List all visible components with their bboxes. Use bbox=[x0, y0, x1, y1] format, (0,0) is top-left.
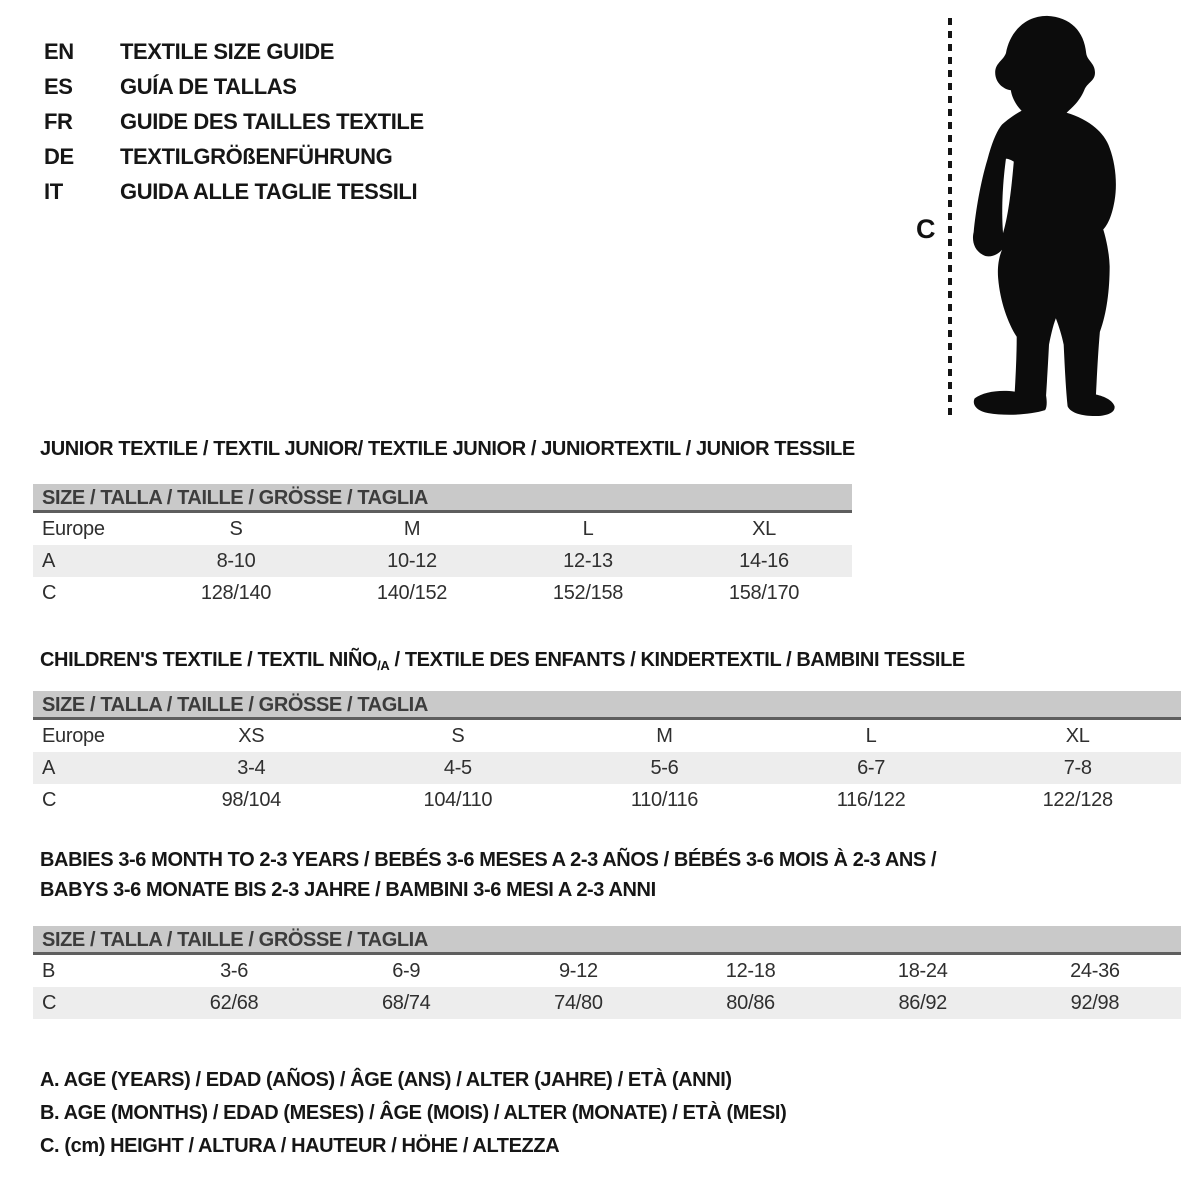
guide-title-fr: GUIDE DES TAILLES TEXTILE bbox=[120, 109, 424, 134]
children-size-table bbox=[33, 691, 1181, 816]
row-label: C bbox=[42, 991, 57, 1014]
babies-title-line1: BABIES 3-6 MONTH TO 2-3 YEARS / BEBÉS 3-6 MESES A 2-3 AÑOS / BÉBÉS 3-6 MOIS À 2-3 ANS / bbox=[40, 849, 937, 871]
children-title-post: / TEXTILE DES ENFANTS / KINDERTEXTIL / BAMBINI TESSILE bbox=[389, 649, 965, 671]
height-cell: 104/110 bbox=[423, 788, 493, 811]
junior-size-table bbox=[33, 484, 852, 609]
guide-title-de: TEXTILGRÖßENFÜHRUNG bbox=[120, 144, 393, 169]
size-cell: S bbox=[451, 724, 465, 747]
language-row-fr bbox=[44, 104, 424, 139]
height-cell: 110/116 bbox=[630, 788, 699, 811]
age-cell: 18-24 bbox=[897, 959, 948, 982]
babies-title-line2: BABYS 3-6 MONATE BIS 2-3 JAHRE / BAMBINI 3-6 MESI A 2-3 ANNI bbox=[40, 879, 656, 901]
baby-silhouette-icon bbox=[958, 12, 1140, 418]
age-cell: 3-6 bbox=[220, 959, 249, 982]
size-table-header: SIZE / TALLA / TAILLE / GRÖSSE / TAGLIA bbox=[33, 926, 1181, 955]
guide-title-es: GUÍA DE TALLAS bbox=[120, 74, 297, 99]
age-cell: 5-6 bbox=[650, 756, 679, 779]
babies-section-title bbox=[40, 845, 936, 905]
age-cell: 24-36 bbox=[1070, 959, 1120, 982]
height-cell: 80/86 bbox=[726, 991, 775, 1014]
height-cell: 86/92 bbox=[898, 991, 948, 1014]
height-cell: 128/140 bbox=[200, 581, 272, 604]
language-title-block bbox=[44, 34, 424, 209]
language-code: ES bbox=[44, 74, 73, 99]
height-cell: 152/158 bbox=[552, 581, 624, 604]
size-cell: S bbox=[229, 517, 243, 540]
table-row-height-cm bbox=[33, 577, 852, 609]
table-row-age-months bbox=[33, 955, 1181, 987]
row-label: A bbox=[42, 756, 56, 779]
language-code: DE bbox=[44, 144, 74, 169]
measure-legend bbox=[40, 1064, 786, 1163]
age-cell: 6-9 bbox=[392, 959, 421, 982]
table-row-height-cm bbox=[33, 784, 1181, 816]
size-cell: L bbox=[582, 517, 594, 540]
table-row-europe bbox=[33, 513, 852, 545]
height-cell: 158/170 bbox=[728, 581, 800, 604]
size-table-header: SIZE / TALLA / TAILLE / GRÖSSE / TAGLIA bbox=[33, 484, 852, 513]
height-cell: 98/104 bbox=[221, 788, 281, 811]
table-row-age-years bbox=[33, 545, 852, 577]
legend-age-months: B. AGE (MONTHS) / EDAD (MESES) / ÂGE (MOIS) / ALTER (MONATE) / ETÀ (MESI) bbox=[40, 1102, 787, 1124]
size-cell: XL bbox=[1065, 724, 1090, 747]
size-cell: XS bbox=[238, 724, 265, 747]
height-cell: 62/68 bbox=[209, 991, 259, 1014]
age-cell: 14-16 bbox=[739, 549, 789, 572]
language-code: IT bbox=[44, 179, 63, 204]
guide-title-en: TEXTILE SIZE GUIDE bbox=[120, 39, 335, 64]
language-row-de bbox=[44, 139, 424, 174]
age-cell: 10-12 bbox=[387, 549, 437, 572]
age-cell: 9-12 bbox=[558, 959, 598, 982]
height-cell: 68/74 bbox=[381, 991, 431, 1014]
size-cell: XL bbox=[752, 517, 776, 540]
height-cell: 116/122 bbox=[836, 788, 906, 811]
height-cell: 122/128 bbox=[1042, 788, 1113, 811]
row-label: C bbox=[42, 581, 57, 604]
size-cell: L bbox=[865, 724, 877, 747]
legend-height-cm: C. (cm) HEIGHT / ALTURA / HAUTEUR / HÖHE / ALTEZZA bbox=[40, 1135, 560, 1157]
children-section-title bbox=[40, 645, 965, 681]
age-cell: 12-13 bbox=[563, 549, 613, 572]
age-cell: 4-5 bbox=[443, 756, 472, 779]
language-code: EN bbox=[44, 39, 74, 64]
size-table-header: SIZE / TALLA / TAILLE / GRÖSSE / TAGLIA bbox=[33, 691, 1181, 720]
height-cell: 140/152 bbox=[376, 581, 448, 604]
age-cell: 3-4 bbox=[237, 756, 266, 779]
table-row-age-years bbox=[33, 752, 1181, 784]
height-cell: 92/98 bbox=[1070, 991, 1120, 1014]
height-dashed-line bbox=[948, 18, 952, 418]
language-row-it bbox=[44, 174, 424, 209]
language-code: FR bbox=[44, 109, 73, 134]
language-row-es bbox=[44, 69, 424, 104]
language-row-en bbox=[44, 34, 424, 69]
table-row-europe bbox=[33, 720, 1181, 752]
legend-age-years: A. AGE (YEARS) / EDAD (AÑOS) / ÂGE (ANS) / ALTER (JAHRE) / ETÀ (ANNI) bbox=[40, 1069, 732, 1091]
row-label: B bbox=[42, 959, 56, 982]
age-cell: 12-18 bbox=[725, 959, 776, 982]
table-row-height-cm bbox=[33, 987, 1181, 1019]
age-cell: 6-7 bbox=[857, 756, 886, 779]
row-label: A bbox=[42, 549, 56, 572]
row-label: C bbox=[42, 788, 57, 811]
age-cell: 8-10 bbox=[216, 549, 256, 572]
children-title-pre: CHILDREN'S TEXTILE / TEXTIL NIÑO bbox=[40, 649, 378, 671]
row-label: Europe bbox=[42, 517, 105, 540]
size-cell: M bbox=[403, 517, 421, 540]
height-cell: 74/80 bbox=[554, 991, 603, 1014]
size-cell: M bbox=[656, 724, 673, 747]
junior-section-title: JUNIOR TEXTILE / TEXTIL JUNIOR/ TEXTILE JUNIOR / JUNIORTEXTIL / JUNIOR TESSILE bbox=[40, 438, 855, 460]
children-title-sub: /A bbox=[377, 658, 390, 673]
guide-title-it: GUIDA ALLE TAGLIE TESSILI bbox=[120, 179, 418, 204]
age-cell: 7-8 bbox=[1063, 756, 1092, 779]
babies-size-table bbox=[33, 926, 1181, 1019]
height-measure-label: C bbox=[916, 214, 936, 244]
row-label: Europe bbox=[42, 724, 105, 747]
